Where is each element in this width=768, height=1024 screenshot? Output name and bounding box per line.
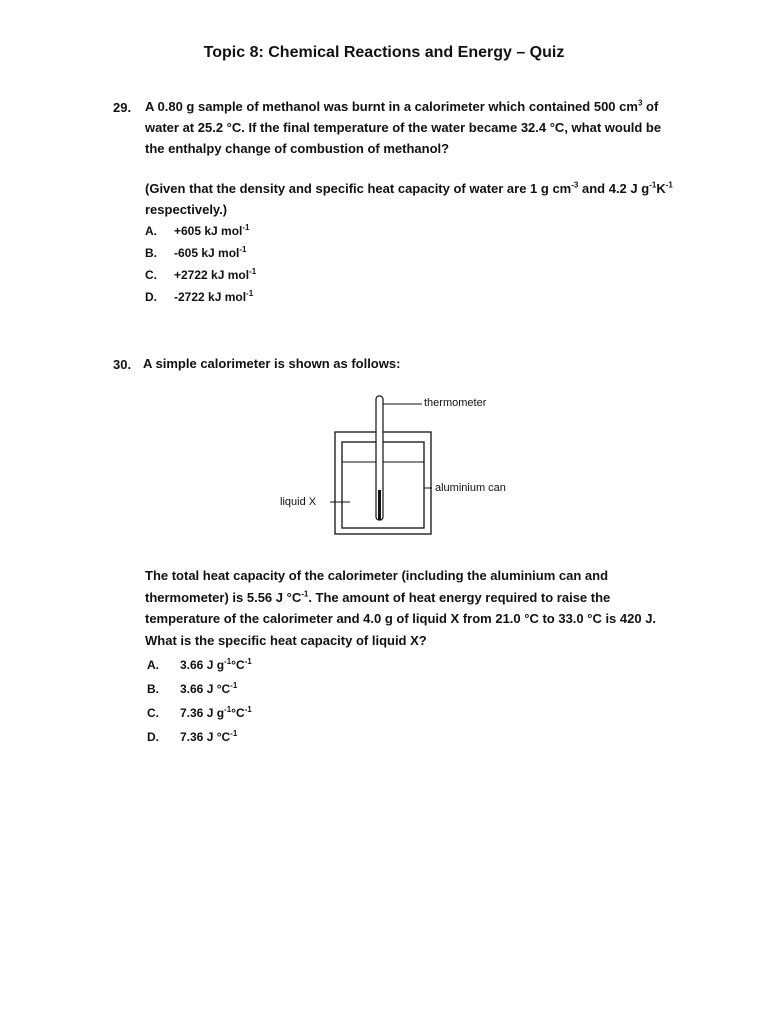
question-29-given-line-1: (Given that the density and specific heat capacity of water are 1 g $cm^{-3}$ and 4.2 J $g^{-1}K^{-1}$: [145, 180, 673, 196]
calorimeter-drawing: [270, 390, 530, 540]
question-30-line-1: The total heat capacity of the calorimeter (including the aluminium can and: [145, 568, 609, 583]
question-30-intro: A simple calorimeter is shown as follows:: [143, 356, 401, 371]
calorimeter-diagram: [270, 390, 530, 540]
thermometer-bulb: [378, 490, 381, 520]
liquid-x-label: liquid X: [280, 496, 317, 508]
question-29-given: [145, 178, 675, 220]
question-30-line-2: thermometer) is 5.56 J $^\circ C^{-1}$. The amount of heat energy required to raise the: [145, 589, 611, 605]
question-30-line-4: What is the specific heat capacity of liquid X?: [145, 632, 427, 648]
question-30-paragraph: [145, 565, 675, 651]
aluminium-can-label: aluminium can: [435, 482, 506, 494]
question-29-given-line-2: respectively.): [145, 202, 228, 217]
thermometer-label: thermometer: [424, 397, 487, 409]
question-29-line-2: water at 25.2 °C. If the final temperature of the water became 32.4 °C, what would be: [145, 120, 662, 135]
page-title: Topic 8: Chemical Reactions and Energy – Quiz: [203, 44, 565, 61]
question-30-number: 30.: [113, 357, 132, 372]
question-29-number: 29.: [113, 100, 132, 115]
question-29-line-3: the enthalpy change of combustion of methanol?: [145, 141, 450, 156]
question-29-stem: [145, 96, 675, 159]
question-29-line-1: A 0.80 g sample of methanol was burnt in a calorimeter which contained 500 $cm^3$ of: [145, 98, 659, 114]
question-30-line-3: temperature of the calorimeter and 4.0 g of liquid X from 21.0 °C to 33.0 °C is 420 J.: [145, 611, 657, 626]
